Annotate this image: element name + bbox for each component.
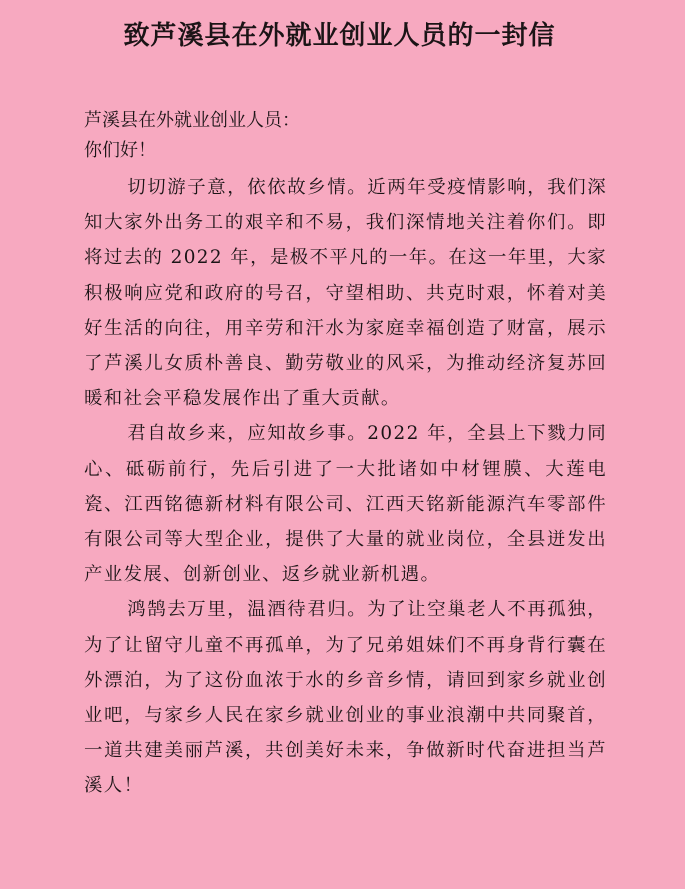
greeting-line: 你们好！ xyxy=(84,140,156,161)
letter-title: 致芦溪县在外就业创业人员的一封信 xyxy=(123,21,556,51)
paragraph-3: 鸿鹄去万里，温酒待君归。为了让空巢老人不再孤独，为了让留守儿童不再孤单，为了兄弟姐妹们不再身背行囊在外漂泊，为了这份血浓于水的乡音乡情，请回到家乡就业创业吧，与家乡人民在家乡就业创业的事业浪潮中共同聚首，一道共建美丽芦溪，共创美好未来，争做新时代奋进担当芦溪人！ xyxy=(84,599,607,797)
paragraph-2: 君自故乡来，应知故乡事。2022 年，全县上下戮力同心、砥砺前行，先后引进了一大批诸如中材锂膜、大莲电瓷、江西铭德新材料有限公司、江西天铭新能源汽车零部件有限公司等大型企业，提供了大量的就业岗位，全县迸发出产业发展、创新创业、返乡就业新机遇。 xyxy=(84,423,607,586)
paragraph-1: 切切游子意，依依故乡情。近两年受疫情影响，我们深知大家外出务工的艰辛和不易，我们深情地关注着你们。即将过去的 2022 年，是极不平凡的一年。在这一年里，大家积极响应党和政府的号召，守望相助、共克时艰，怀着对美好生活的向往，用辛劳和汗水为家庭幸福创造了财富，展示了芦溪儿女质朴善良、勤劳敬业的风采，为推动经济复苏回暖和社会平稳发展作出了重大贡献。 xyxy=(84,177,607,410)
recipient-line: 芦溪县在外就业创业人员： xyxy=(84,110,300,131)
